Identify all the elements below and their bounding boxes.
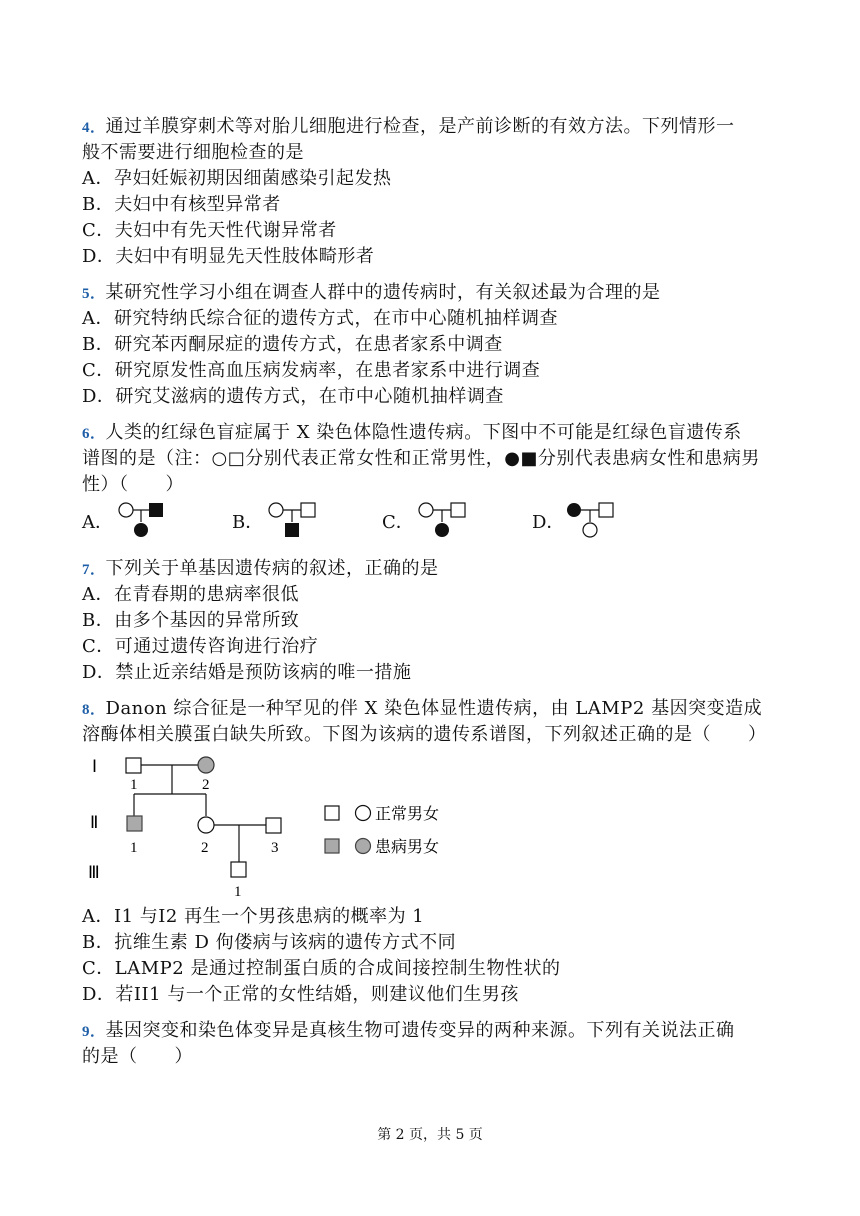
q8-number: 8． (82, 702, 106, 718)
q6-option-a-label: A． (82, 512, 113, 533)
q6-pedigree-c (416, 500, 472, 548)
q7-option-a: A．在青春期的患病率很低 (82, 584, 299, 605)
gen2-female-2 (198, 817, 214, 833)
q5-option-c: C．研究原发性高血压病发病率，在患者家系中进行调查 (82, 360, 541, 381)
legend-affected-label: 患病男女 (375, 839, 440, 856)
gen1-num-2: 2 (202, 777, 210, 793)
q4-option-d: D．夫妇中有明显先天性肢体畸形者 (82, 246, 375, 267)
gen1-female-2 (198, 757, 214, 773)
q4-stem-line2: 般不需要进行细胞检查的是 (82, 142, 304, 163)
gen3-num-1: 1 (234, 884, 242, 900)
q8-option-b: B．抗维生素 D 佝偻病与该病的遗传方式不同 (82, 932, 457, 953)
q8-option-c: C．LAMP2 是通过控制蛋白质的合成间接控制生物性状的 (82, 958, 561, 979)
q6-pedigree-b (266, 500, 322, 548)
q8-stem-line1: 8．Danon 综合征是一种罕见的伴 X 染色体显性遗传病，由 LAMP2 基因突变造成 (82, 698, 763, 719)
gen2-num-2: 2 (201, 840, 209, 856)
gen1-num-1: 1 (130, 777, 138, 793)
q4-option-a: A．孕妇妊娠初期因细菌感染引起发热 (82, 168, 392, 189)
q5-option-d: D．研究艾滋病的遗传方式，在市中心随机抽样调查 (82, 386, 504, 407)
q6-stem-line2: 谱图的是（注：○□分别代表正常女性和正常男性，●■分别代表患病女性和患病男 (82, 448, 760, 469)
q5-option-a: A．研究特纳氏综合征的遗传方式，在市中心随机抽样调查 (82, 308, 558, 329)
q7-number: 7． (82, 562, 106, 578)
q5-stem-line1: 5．某研究性学习小组在调查人群中的遗传病时，有关叙述最为合理的是 (82, 282, 661, 303)
q7-option-d: D．禁止近亲结婚是预防该病的唯一措施 (82, 662, 412, 683)
gen2-num-3: 3 (271, 840, 279, 856)
page-footer: 第 2 页，共 5 页 (377, 1127, 483, 1143)
q8-pedigree-diagram (82, 752, 462, 902)
q6-option-c-label: C． (382, 512, 414, 533)
legend-affected-male (325, 839, 339, 853)
q4-option-b: B．夫妇中有核型异常者 (82, 194, 281, 215)
gen-label-3: Ⅲ (88, 863, 100, 882)
q4-option-c: C．夫妇中有先天性代谢异常者 (82, 220, 337, 241)
gen-label-2: Ⅱ (90, 813, 99, 832)
legend-normal-male (325, 806, 339, 820)
q8-stem-line2: 溶酶体相关膜蛋白缺失所致。下图为该病的遗传系谱图，下列叙述正确的是（ ） (82, 724, 767, 745)
gen1-male-1 (126, 758, 141, 773)
q6-number: 6． (82, 426, 106, 442)
legend-normal-label: 正常男女 (375, 806, 440, 823)
q9-stem-line1: 9．基因突变和染色体变异是真核生物可遗传变异的两种来源。下列有关说法正确 (82, 1020, 735, 1041)
q6-pedigree-d (564, 500, 620, 548)
q5-option-b: B．研究苯丙酮尿症的遗传方式，在患者家系中调查 (82, 334, 503, 355)
q7-option-c: C．可通过遗传咨询进行治疗 (82, 636, 319, 657)
q4-stem-line1: 4．通过羊膜穿刺术等对胎儿细胞进行检查，是产前诊断的有效方法。下列情形一 (82, 116, 735, 137)
legend-normal-female (356, 806, 371, 821)
q4-number: 4． (82, 120, 106, 136)
q9-stem-line2: 的是（ ） (82, 1046, 193, 1067)
q6-option-d-label: D． (532, 512, 565, 533)
q6-stem-line3: 性）（ ） (82, 474, 184, 495)
q8-option-a: A．I1 与I2 再生一个男孩患病的概率为 1 (82, 906, 425, 927)
q5-number: 5． (82, 286, 106, 302)
gen3-male-1 (231, 862, 246, 877)
gen2-num-1: 1 (130, 840, 138, 856)
gen2-male-3 (266, 818, 281, 833)
q7-option-b: B．由多个基因的异常所致 (82, 610, 300, 631)
q6-option-b-label: B． (232, 512, 264, 533)
q6-pedigree-a (116, 500, 168, 548)
legend-affected-female (356, 839, 371, 854)
q6-stem-line1: 6．人类的红绿色盲症属于 X 染色体隐性遗传病。下图中不可能是红绿色盲遗传系 (82, 422, 742, 443)
gen-label-1: Ⅰ (92, 757, 98, 776)
gen2-male-1 (127, 816, 142, 831)
q8-option-d: D．若II1 与一个正常的女性结婚，则建议他们生男孩 (82, 984, 519, 1005)
q9-number: 9． (82, 1024, 106, 1040)
q7-stem-line1: 7．下列关于单基因遗传病的叙述，正确的是 (82, 558, 439, 579)
